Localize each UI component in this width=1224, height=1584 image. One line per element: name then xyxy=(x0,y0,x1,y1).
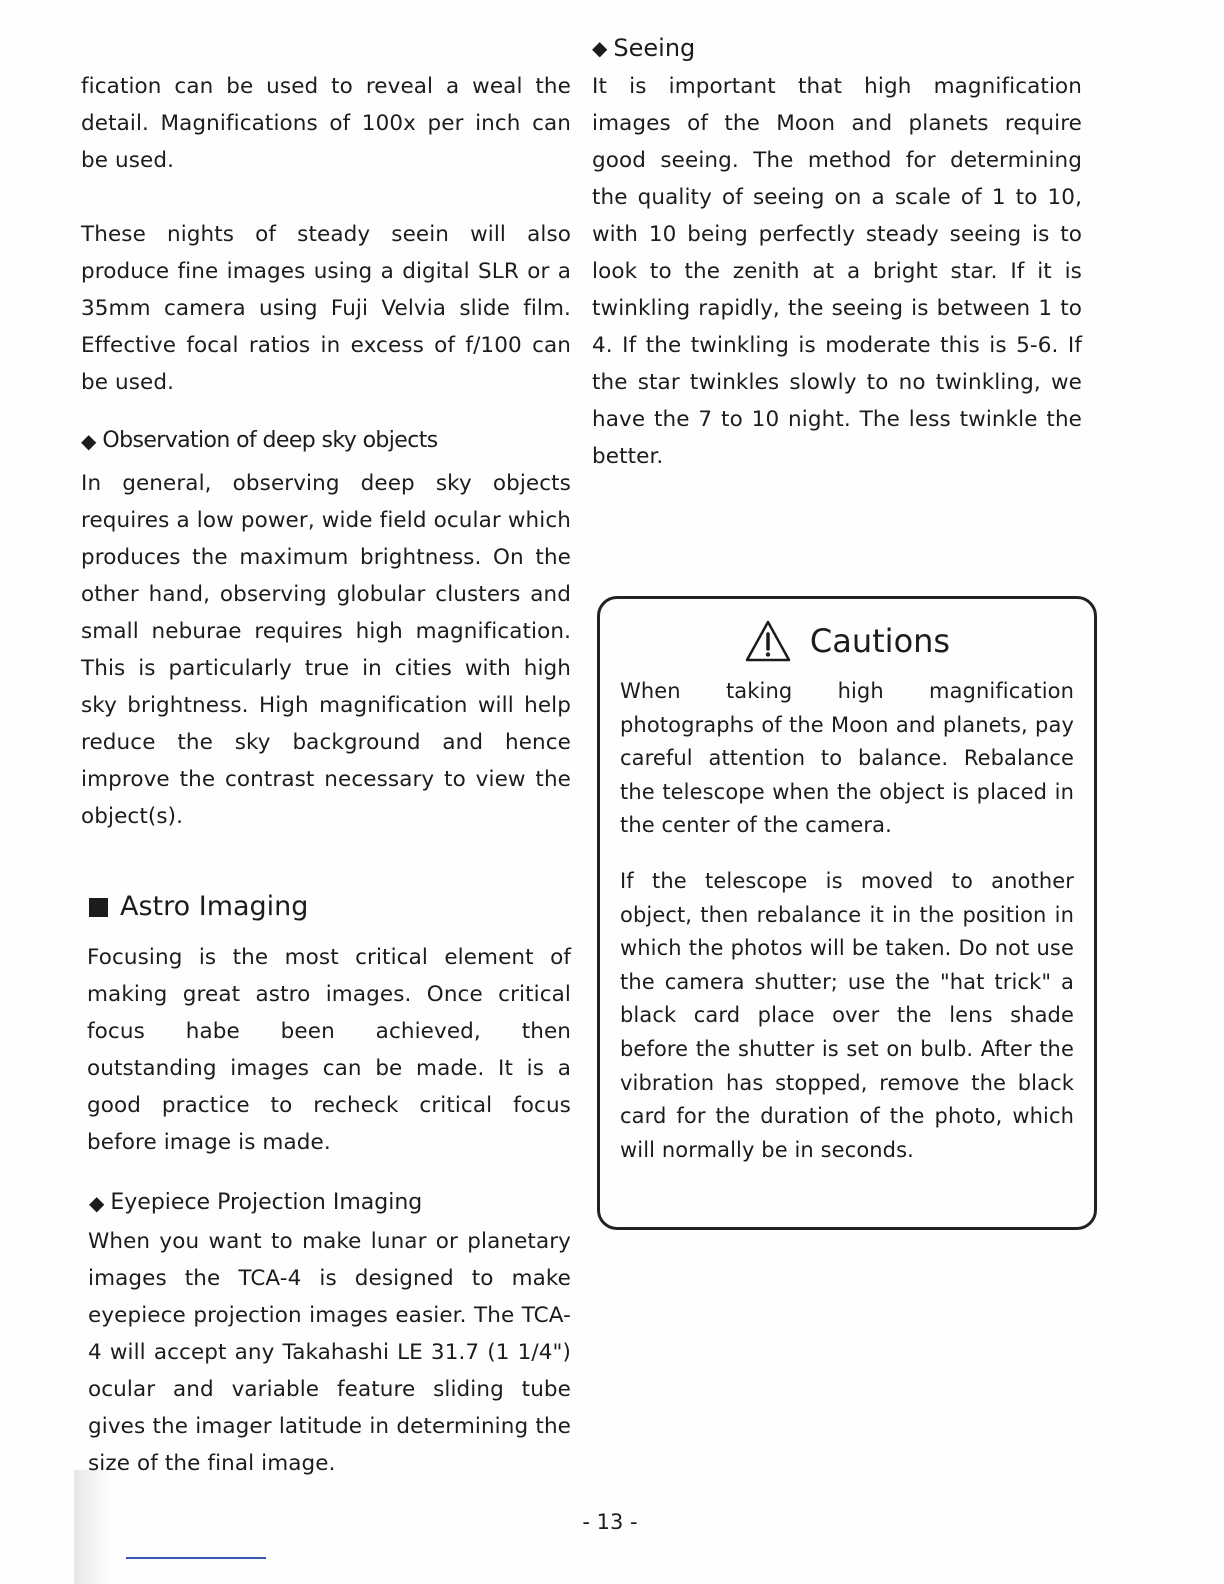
seeing-heading-text: Seeing xyxy=(613,34,696,62)
astro-imaging-heading-text: Astro Imaging xyxy=(120,891,309,922)
page-number: - 13 - xyxy=(582,1510,638,1534)
deep-sky-heading-text: Observation of deep sky objects xyxy=(102,428,438,453)
steady-seeing-paragraph: These nights of steady seein will also produce fine images using a digital SLR or a 35mm camera using Fuji Velvia slide film. Effective focal ratios in excess of f/100 can be used. xyxy=(81,222,571,395)
cautions-box xyxy=(597,596,1097,1230)
cautions-paragraph-2: If the telescope is moved to another object, then rebalance it in the position in which the photos will be taken. Do not use the camera shutter; use the "hat trick" a black card place over the lens shade before the shutter is set on bulb. After the vibration has stopped, remove the black card for the duration of the photo, which will normally be in seconds. xyxy=(620,868,1074,1162)
cautions-title-text: Cautions xyxy=(809,622,951,660)
right-column xyxy=(592,30,1082,475)
intro-paragraph: fication can be used to reveal a weal the detail. Magnifications of 100x per inch can be used. xyxy=(81,74,571,173)
eyepiece-projection-heading-text: Eyepiece Projection Imaging xyxy=(110,1190,423,1215)
footer-rule xyxy=(126,1557,266,1559)
astro-imaging-body: Focusing is the most critical element of making great astro images. Once critical focus habe been achieved, then outstanding images can be made. It is a good practice to recheck critical focus before image is made. xyxy=(87,945,571,1155)
left-column xyxy=(81,68,571,1482)
diamond-bullet-icon: ◆ xyxy=(81,429,97,453)
deep-sky-body: In general, observing deep sky objects requires a low power, wide field ocular which produces the maximum brightness. On the other hand, observing globular clusters and small neburae requires high magnification. This is particularly true in cities with high sky brightness. High magnification will help reduce the sky background and hence improve the contrast necessary to view the object(s). xyxy=(81,471,571,829)
eyepiece-projection-heading xyxy=(81,1185,571,1221)
seeing-heading xyxy=(592,30,1082,66)
seeing-body: It is important that high magnification images of the Moon and planets require good seeing. The method for determining the quality of seeing on a scale of 1 to 10, with 10 being perfectly steady seeing is to look to the zenith at a bright star. If it is twinkling rapidly, the seeing is between 1 to 4. If the twinkling is moderate this is 5-6. If the star twinkles slowly to no twinkling, we have the 7 to 10 night. The less twinkle the better. xyxy=(592,74,1082,469)
cautions-paragraph-1: When taking high magnification photographs of the Moon and planets, pay careful attention to balance. Rebalance the telescope when the object is placed in the center of the camera. xyxy=(620,679,1074,838)
deep-sky-heading xyxy=(81,423,571,459)
astro-imaging-heading xyxy=(81,887,571,927)
eyepiece-projection-body: When you want to make lunar or planetary images the TCA-4 is designed to make eyepiece projection images easier. The TCA-4 will accept any Takahashi LE 31.7 (1 1/4") ocular and variable feature sliding tube gives the imager latitude in determining the size of the final image. xyxy=(88,1229,571,1476)
diamond-bullet-icon: ◆ xyxy=(592,36,608,60)
diamond-bullet-icon: ◆ xyxy=(89,1191,105,1215)
warning-triangle-icon xyxy=(744,619,792,663)
square-bullet-icon xyxy=(89,898,108,917)
scan-shadow xyxy=(74,1470,114,1584)
cautions-title xyxy=(620,619,1074,663)
